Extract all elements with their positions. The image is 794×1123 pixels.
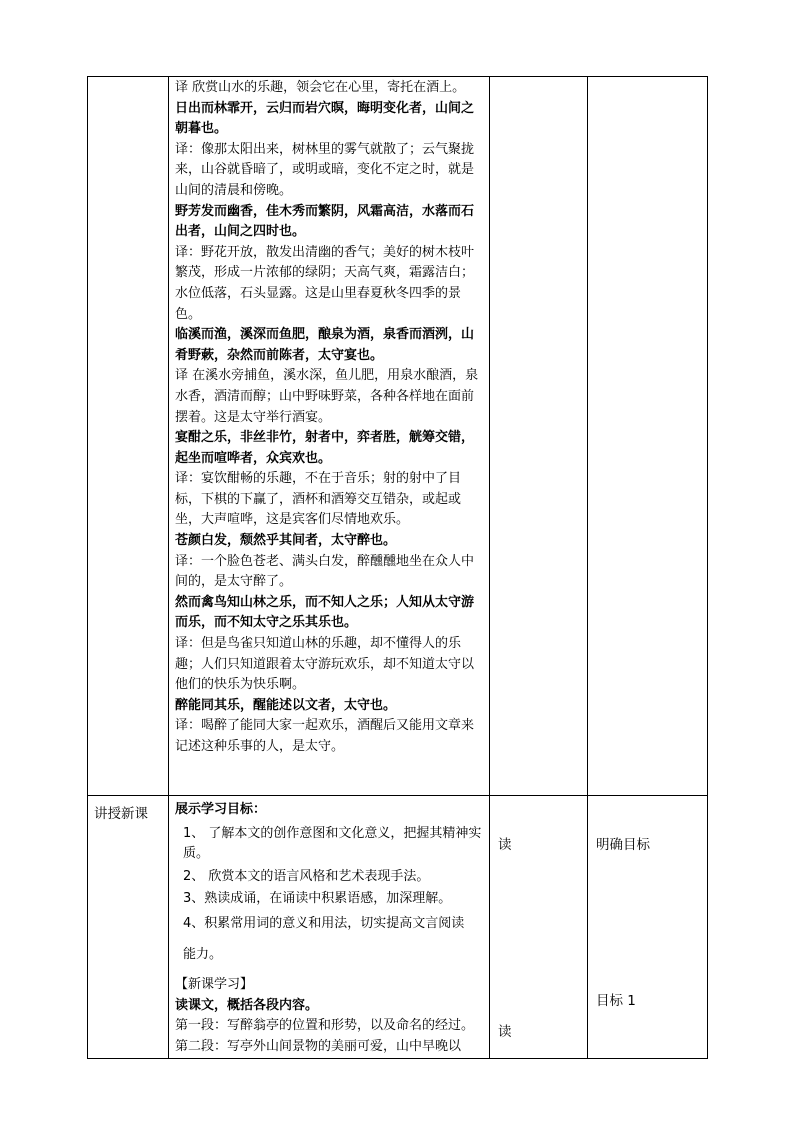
reading-task: 读课文，概括各段内容。 [175,997,319,1013]
lesson-plan-table [87,76,708,1059]
goal-item: 1、 了解本文的创作意图和文化意义，把握其精神实质。 [183,825,482,862]
classical-text-line: 日出而林霏开，云归而岩穴暝，晦明变化者，山间之朝暮也。 [175,100,475,137]
classical-text-line: 醉能同其乐，醒能述以文者，太守也。 [175,697,397,713]
new-lesson-row [88,796,708,1059]
goal-clear-label: 明确目标 [596,837,650,853]
goal-item: 4、积累常用词的意义和用法，切实提高文言阅读 [183,915,465,931]
goal-item: 能力。 [183,946,223,962]
teaching-content-cell [169,796,490,1059]
row1-student-cell [490,77,588,796]
row1-goal-cell [588,77,708,796]
goals-heading: 展示学习目标： [175,802,267,817]
classical-text-line: 苍颜白发，颓然乎其间者，太守醉也。 [175,533,397,549]
goal-item: 3、熟读成诵，在诵读中积累语感，加深理解。 [183,891,452,907]
goal-item: 2、 欣赏本文的语言风格和艺术表现手法。 [183,868,430,884]
student-activity-cell [490,796,588,1059]
section-label: 讲授新课 [94,806,148,822]
goal-1-label: 目标 1 [596,993,636,1009]
translation-line: 译 欣赏山水的乐趣，领会它在心里，寄托在酒上。 [175,80,466,95]
design-intent-cell [588,796,708,1059]
classical-text-line: 临溪而渔，溪深而鱼肥，酿泉为酒，泉香而酒洌，山肴野蔌，杂然而前陈者，太守宴也。 [175,327,475,363]
section-label-cell [88,796,169,1059]
row1-label-cell [88,77,169,796]
translation-line: 译：野花开放，散发出清幽的香气；美好的树木枝叶繁茂，形成一片浓郁的绿阴；天高气爽，霜露洁白；水位低落，石头显露。这是山里春夏秋冬四季的景色。 [175,244,475,322]
read-activity-2: 读 [498,1024,512,1040]
paragraph-summary-1: 第一段：写醉翁亭的位置和形势，以及命名的经过。 [175,1018,475,1034]
translation-cell [169,77,490,796]
translation-row [88,77,708,796]
translation-content [169,77,489,758]
translation-line: 译：但是鸟雀只知道山林的乐趣，却不懂得人的乐趣；人们只知道跟着太守游玩欢乐，却不知道太守以他们的快乐为快乐啊。 [175,636,475,693]
new-lesson-heading: 【新课学习】 [175,977,254,993]
translation-line: 译：像那太阳出来，树林里的雾气就散了；云气聚拢来，山谷就昏暗了，或明或暗，变化不定之时，就是山间的清晨和傍晚。 [175,141,475,198]
classical-text-line: 然而禽鸟知山林之乐，而不知人之乐；人知从太守游而乐，而不知太守之乐其乐也。 [175,594,475,631]
classical-text-line: 野芳发而幽香，佳木秀而繁阴，风霜高洁，水落而石出者，山间之四时也。 [175,203,475,240]
paragraph-summary-2: 第二段：写亭外山间景物的美丽可爱，山中早晚以 [175,1038,462,1054]
translation-line: 译：宴饮酣畅的乐趣，不在于音乐；射的射中了目标，下棋的下赢了，酒杯和酒筹交互错杂，或起或坐，大声喧哗，这是宾客们尽情地欢乐。 [175,471,462,528]
classical-text-line: 宴酣之乐，非丝非竹，射者中，弈者胜，觥筹交错，起坐而喧哗者，众宾欢也。 [175,430,475,466]
translation-line: 译：一个脸色苍老、满头白发，醉醺醺地坐在众人中间的，是太守醉了。 [175,553,475,590]
read-activity-1: 读 [498,837,512,853]
translation-line: 译 在溪水旁捕鱼，溪水深，鱼儿肥，用泉水酿酒，泉水香，酒清而醇；山中野味野菜，各种各样地在面前摆着。这是太守举行酒宴。 [175,368,479,425]
translation-line: 译：喝醉了能同大家一起欢乐，酒醒后又能用文章来记述这种乐事的人，是太守。 [175,718,475,754]
